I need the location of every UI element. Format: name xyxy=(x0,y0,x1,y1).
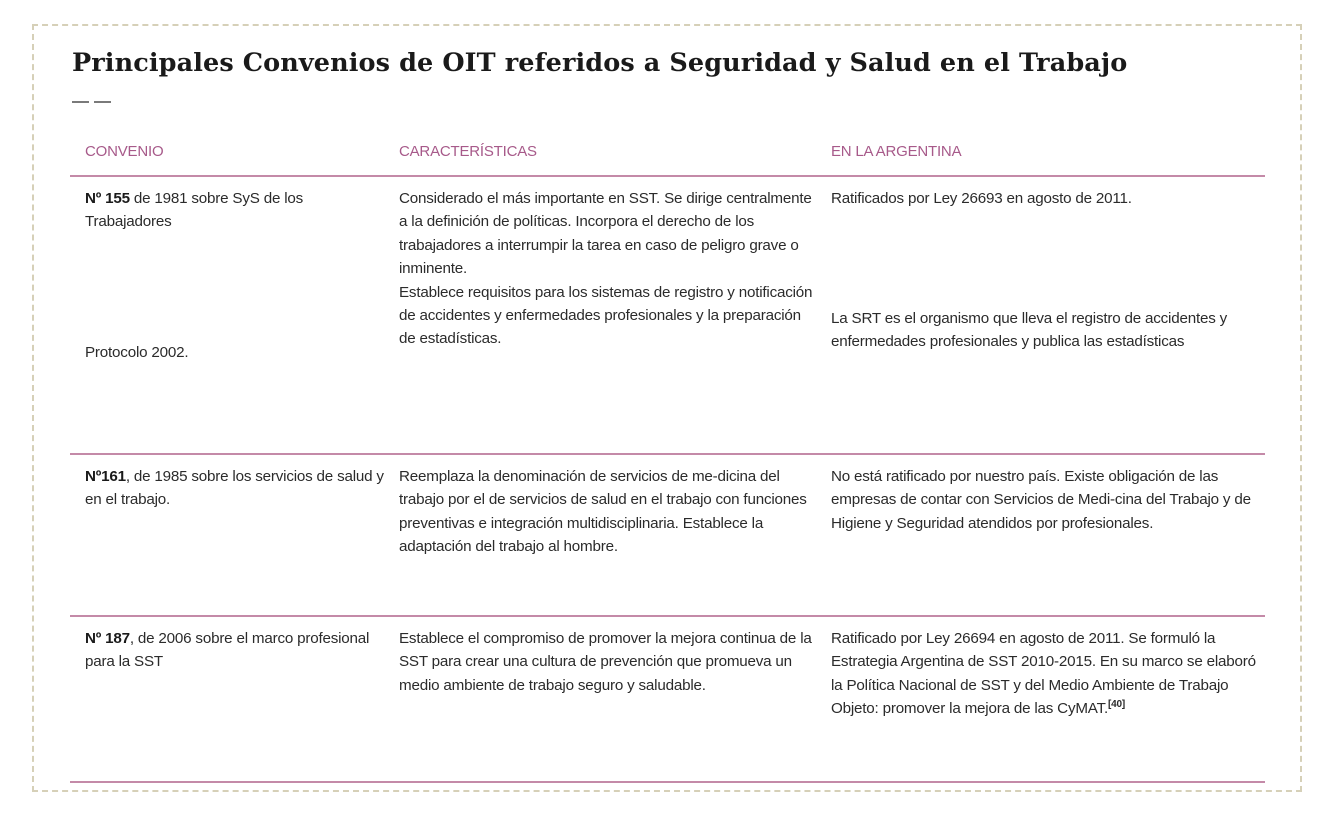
table-row xyxy=(70,177,1265,455)
cell-convenio xyxy=(70,177,384,453)
cell-argentina: No está ratificado por nuestro país. Existe obligación de las empresas de contar con Servicios de Medi-cina del Trabajo y de Higiene y Seguridad atendidos por profesionales. xyxy=(831,468,1251,532)
convenio-number: Nº 155 xyxy=(85,190,130,207)
convenio-number: Nº 187 xyxy=(85,630,130,647)
convenio-number: Nº161 xyxy=(85,468,126,485)
cell-convenio xyxy=(70,617,384,781)
conventions-table xyxy=(70,139,1265,783)
argentina-text: Ratificado por Ley 26694 en agosto de 2011. Se formuló la Estrategia Argentina de SST 2010-2015. En su marco se elaboró la Política Nacional de SST y del Medio Ambiente de Trabajo Objeto: promover la mejora de las CyMAT. xyxy=(831,630,1256,718)
table-row xyxy=(70,455,1265,617)
table-header-row xyxy=(70,139,1265,177)
cell-argentina xyxy=(816,177,1265,453)
cell-caracteristicas: Reemplaza la denominación de servicios de me-dicina del trabajo por el de servicios de salud en el trabajo con funciones preventivas e integración multidisciplinaria. Establece la adaptación del trabajo al hombre. xyxy=(399,468,807,556)
title-underline-decoration xyxy=(72,101,111,103)
caracteristicas-text: Considerado el más importante en SST. Se dirige centralmente a la definición de políticas. Incorpora el derecho de los trabajadores a interrumpir la tarea en caso de peligro grave o inminente. xyxy=(399,190,812,278)
cell-caracteristicas xyxy=(384,177,816,453)
table-row xyxy=(70,617,1265,783)
header-argentina: EN LA ARGENTINA xyxy=(831,143,962,160)
page-title: Principales Convenios de OIT referidos a Seguridad y Salud en el Trabajo xyxy=(72,48,1128,78)
cell-argentina xyxy=(816,617,1265,781)
header-convenio: CONVENIO xyxy=(85,143,164,160)
convenio-description: de 1981 sobre SyS de los Trabajadores xyxy=(85,190,304,231)
header-caracteristicas: CARACTERÍSTICAS xyxy=(399,143,537,160)
convenio-description: , de 2006 sobre el marco profesional para la SST xyxy=(85,630,370,671)
convenio-protocol: Protocolo 2002. xyxy=(85,344,189,361)
cell-convenio xyxy=(70,455,384,615)
document-frame xyxy=(32,24,1302,792)
caracteristicas-protocol-text: Establece requisitos para los sistemas de registro y notificación de accidentes y enfermedades profesionales y la preparación de estadísticas. xyxy=(399,283,813,348)
argentina-protocol-text: La SRT es el organismo que lleva el registro de accidentes y enfermedades profesionales y publica las estadísticas xyxy=(831,310,1228,351)
argentina-text: Ratificados por Ley 26693 en agosto de 2011. xyxy=(831,190,1132,207)
cell-caracteristicas: Establece el compromiso de promover la mejora continua de la SST para crear una cultura de prevención que promueva un medio ambiente de trabajo seguro y saludable. xyxy=(399,630,812,694)
convenio-description: , de 1985 sobre los servicios de salud y en el trabajo. xyxy=(85,468,384,509)
reference-superscript: [40] xyxy=(1108,699,1125,711)
